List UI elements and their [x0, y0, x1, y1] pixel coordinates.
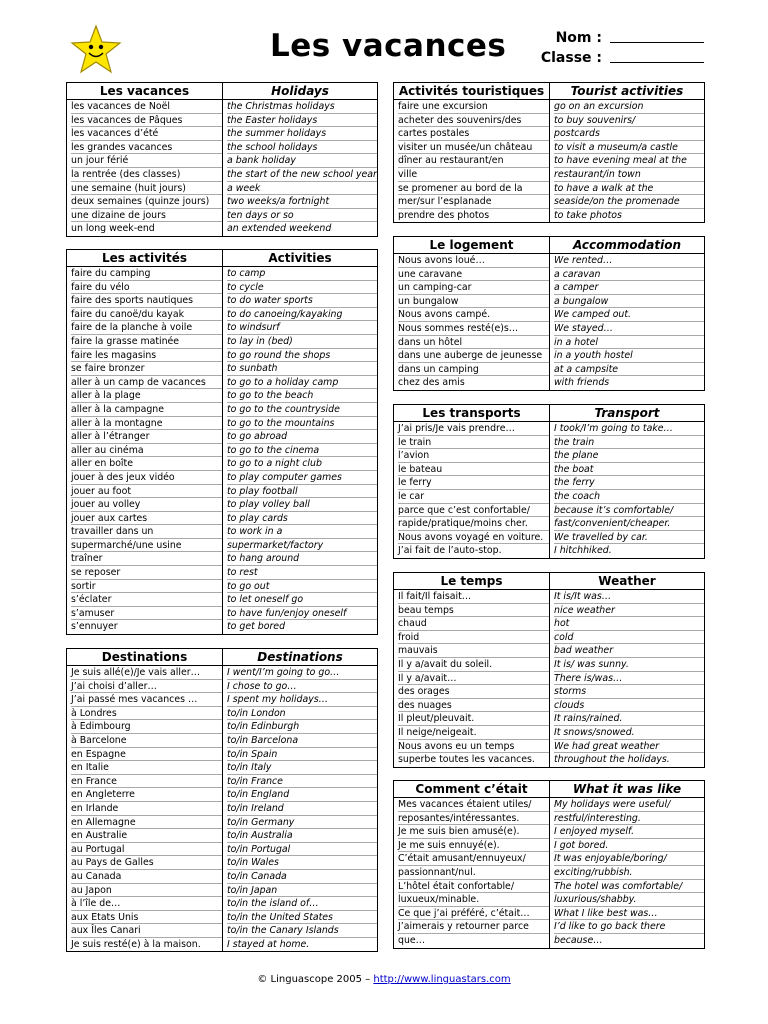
- english-term: I enjoyed myself.: [554, 825, 704, 839]
- table-touristiques: [393, 82, 705, 223]
- english-term: with friends: [554, 377, 610, 389]
- english-term: two weeks/a fortnight: [227, 195, 377, 209]
- french-term: sortir: [71, 580, 222, 594]
- french-column: [394, 590, 550, 767]
- english-term: I hitchhiked.: [554, 545, 612, 557]
- french-term: au Japon: [71, 884, 222, 898]
- french-term: à Barcelone: [71, 734, 222, 748]
- classe-label: Classe :: [540, 50, 602, 66]
- star-mascot-icon: [70, 24, 122, 74]
- english-term: We stayed…: [554, 322, 704, 336]
- page-title: Les vacances: [270, 28, 507, 64]
- french-term: Nous sommes resté(e)s…: [398, 322, 549, 336]
- header-english: Activities: [268, 251, 332, 265]
- nom-field[interactable]: [610, 42, 704, 43]
- english-term: to lay in (bed): [227, 335, 377, 349]
- french-term: le bateau: [398, 463, 549, 477]
- english-term: to/in Ireland: [227, 802, 377, 816]
- french-term: le train: [398, 436, 549, 450]
- english-term: to/in Italy: [227, 761, 377, 775]
- english-term: the ferry: [554, 476, 704, 490]
- header-english: What it was like: [572, 782, 682, 796]
- english-term: restful/interesting.: [554, 812, 704, 826]
- english-term: to visit a museum/a castle: [554, 141, 704, 155]
- french-column: [67, 666, 223, 951]
- french-term: au Portugal: [71, 843, 222, 857]
- english-term: luxurious/shabby.: [554, 893, 704, 907]
- table-body: [67, 666, 377, 951]
- french-term: acheter des souvenirs/des: [398, 114, 549, 128]
- english-term: to/in France: [227, 775, 377, 789]
- french-term: Ce que j’ai préféré, c’était…: [398, 907, 549, 921]
- french-term: s’ennuyer: [71, 621, 118, 633]
- english-term: to go to the beach: [227, 389, 377, 403]
- french-term: aller à la plage: [71, 389, 222, 403]
- french-term: se reposer: [71, 566, 222, 580]
- french-column: [394, 422, 550, 558]
- french-term: en Angleterre: [71, 788, 222, 802]
- french-term: supermarché/une usine: [71, 539, 222, 553]
- english-column: [550, 100, 704, 222]
- french-term: s’éclater: [71, 593, 222, 607]
- french-term: mauvais: [398, 644, 549, 658]
- french-term: en Allemagne: [71, 816, 222, 830]
- french-column: [394, 100, 550, 222]
- french-term: aller à la montagne: [71, 417, 222, 431]
- english-term: to hang around: [227, 552, 377, 566]
- table-body: [67, 267, 377, 634]
- english-column: [550, 422, 704, 558]
- english-term: There is/was…: [554, 672, 704, 686]
- french-term: passionnant/nul.: [398, 866, 549, 880]
- french-term: en Espagne: [71, 748, 222, 762]
- french-column: [394, 798, 550, 948]
- english-term: It is/It was…: [554, 590, 704, 604]
- french-term: les grandes vacances: [71, 141, 222, 155]
- english-term: to go out: [227, 580, 377, 594]
- french-term: aux Etats Unis: [71, 911, 222, 925]
- english-term: the Christmas holidays: [227, 100, 377, 114]
- french-term: faire les magasins: [71, 349, 222, 363]
- header-english: Holidays: [271, 84, 329, 98]
- english-term: in a hotel: [554, 336, 704, 350]
- french-term: J’aimerais y retourner parce: [398, 920, 549, 934]
- english-term: nice weather: [554, 604, 704, 618]
- table-header: [394, 781, 704, 798]
- french-term: travailler dans un: [71, 525, 222, 539]
- english-term: bad weather: [554, 644, 704, 658]
- english-term: hot: [554, 617, 704, 631]
- french-term: prendre des photos: [398, 209, 490, 221]
- page-header: [0, 0, 768, 80]
- french-term: aller à un camp de vacances: [71, 376, 222, 390]
- french-term: traîner: [71, 552, 222, 566]
- english-term: to have fun/enjoy oneself: [227, 607, 377, 621]
- table-header: [394, 405, 704, 422]
- french-term: deux semaines (quinze jours): [71, 195, 222, 209]
- english-term: the Easter holidays: [227, 114, 377, 128]
- english-term: My holidays were useful/: [554, 798, 704, 812]
- english-term: the train: [554, 436, 704, 450]
- french-term: la rentrée (des classes): [71, 168, 222, 182]
- website-link[interactable]: http://www.linguastars.com: [373, 974, 511, 985]
- english-term: the boat: [554, 463, 704, 477]
- english-term: throughout the holidays.: [554, 754, 670, 766]
- english-column: [223, 666, 377, 951]
- english-term: to/in Germany: [227, 816, 377, 830]
- header-english: Destinations: [257, 650, 343, 664]
- french-term: aller au cinéma: [71, 444, 222, 458]
- french-term: reposantes/intéressantes.: [398, 812, 549, 826]
- french-term: les vacances de Pâques: [71, 114, 222, 128]
- table-header: [67, 250, 377, 267]
- table-header: [394, 83, 704, 100]
- french-term: se faire bronzer: [71, 362, 222, 376]
- french-term: Il y a/avait…: [398, 672, 549, 686]
- english-term: I took/I’m going to take…: [554, 422, 704, 436]
- english-term: to let oneself go: [227, 593, 377, 607]
- french-term: l’avion: [398, 449, 549, 463]
- table-header: [394, 573, 704, 590]
- french-term: Mes vacances étaient utiles/: [398, 798, 549, 812]
- english-term: a camper: [554, 281, 704, 295]
- english-term: to get bored: [227, 621, 286, 633]
- french-term: Je suis allé(e)/Je vais aller…: [71, 666, 222, 680]
- english-term: to/in Barcelona: [227, 734, 377, 748]
- french-term: J’ai passé mes vacances …: [71, 693, 222, 707]
- english-term: to go to the cinema: [227, 444, 377, 458]
- header-english: Tourist activities: [570, 84, 684, 98]
- english-term: the plane: [554, 449, 704, 463]
- footer: [0, 974, 768, 985]
- french-term: au Canada: [71, 870, 222, 884]
- english-term: to go round the shops: [227, 349, 377, 363]
- english-term: to/in Wales: [227, 856, 377, 870]
- english-term: to rest: [227, 566, 377, 580]
- french-term: jouer à des jeux vidéo: [71, 471, 222, 485]
- english-term: It was enjoyable/boring/: [554, 852, 704, 866]
- french-term: faire de la planche à voile: [71, 321, 222, 335]
- copyright-text: © Linguascope 2005 –: [257, 974, 374, 985]
- french-term: aller à la campagne: [71, 403, 222, 417]
- french-term: J’ai fait de l’auto-stop.: [398, 545, 502, 557]
- english-term: the start of the new school year: [227, 168, 377, 180]
- french-term: les vacances d’été: [71, 127, 222, 141]
- english-term: to play volley ball: [227, 498, 377, 512]
- header-english: Transport: [594, 406, 660, 420]
- french-term: Il neige/neigeait.: [398, 726, 549, 740]
- english-term: to sunbath: [227, 362, 377, 376]
- table-header: [394, 237, 704, 254]
- french-term: dans un hôtel: [398, 336, 549, 350]
- english-term: to/in the island of…: [227, 897, 377, 911]
- french-term: Il fait/Il faisait…: [398, 590, 549, 604]
- english-term: We rented…: [554, 254, 704, 268]
- english-term: at a campsite: [554, 363, 704, 377]
- french-term: aux Îles Canari: [71, 924, 222, 938]
- english-term: to do canoeing/kayaking: [227, 308, 377, 322]
- french-term: Je me suis bien amusé(e).: [398, 825, 549, 839]
- french-term: L’hôtel était confortable/: [398, 880, 549, 894]
- english-term: the school holidays: [227, 141, 377, 155]
- english-term: to buy souvenirs/: [554, 114, 704, 128]
- header-french: Destinations: [67, 649, 223, 665]
- french-term: rapide/pratique/moins cher.: [398, 517, 549, 531]
- english-term: a week: [227, 182, 377, 196]
- header-french: Les transports: [394, 405, 550, 421]
- english-column: [550, 254, 704, 390]
- french-term: des orages: [398, 685, 549, 699]
- table-body: [394, 254, 704, 390]
- english-term: to/in Canada: [227, 870, 377, 884]
- french-term: Je suis resté(e) à la maison.: [71, 938, 201, 950]
- english-term: to/in London: [227, 707, 377, 721]
- english-term: to go abroad: [227, 430, 377, 444]
- french-term: cartes postales: [398, 127, 549, 141]
- french-term: dîner au restaurant/en: [398, 154, 549, 168]
- english-term: to/in Australia: [227, 829, 377, 843]
- header-french: Activités touristiques: [394, 83, 550, 99]
- nom-label: Nom :: [555, 30, 602, 46]
- english-term: We had great weather: [554, 740, 704, 754]
- table-body: [394, 100, 704, 222]
- french-term: un jour férié: [71, 154, 222, 168]
- english-term: to go to the mountains: [227, 417, 377, 431]
- english-term: clouds: [554, 699, 704, 713]
- french-term: jouer au foot: [71, 485, 222, 499]
- english-term: to/in Edinburgh: [227, 720, 377, 734]
- french-term: les vacances de Noël: [71, 100, 222, 114]
- english-term: to go to a holiday camp: [227, 376, 377, 390]
- english-term: to do water sports: [227, 294, 377, 308]
- french-term: Nous avons campé.: [398, 308, 549, 322]
- french-term: une caravane: [398, 268, 549, 282]
- french-term: le car: [398, 490, 549, 504]
- english-term: because…: [554, 934, 603, 946]
- english-term: to/in Portugal: [227, 843, 377, 857]
- french-term: en Irlande: [71, 802, 222, 816]
- french-term: C’était amusant/ennuyeux/: [398, 852, 549, 866]
- french-term: Il pleut/pleuvait.: [398, 712, 549, 726]
- table-body: [394, 422, 704, 558]
- french-term: ville: [398, 168, 549, 182]
- english-term: to/in Spain: [227, 748, 377, 762]
- english-term: to cycle: [227, 281, 377, 295]
- english-column: [223, 267, 377, 634]
- french-term: le ferry: [398, 476, 549, 490]
- french-term: en Australie: [71, 829, 222, 843]
- english-term: to take photos: [554, 209, 622, 221]
- french-term: un bungalow: [398, 295, 549, 309]
- french-term: des nuages: [398, 699, 549, 713]
- french-term: froid: [398, 631, 549, 645]
- french-term: s’amuser: [71, 607, 222, 621]
- english-term: to play computer games: [227, 471, 377, 485]
- french-term: dans un camping: [398, 363, 549, 377]
- english-term: What I like best was…: [554, 907, 704, 921]
- header-french: Comment c’était: [394, 781, 550, 797]
- french-column: [67, 100, 223, 236]
- french-term: faire du canoë/du kayak: [71, 308, 222, 322]
- english-term: The hotel was comfortable/: [554, 880, 704, 894]
- header-french: Les vacances: [67, 83, 223, 99]
- english-term: It snows/snowed.: [554, 726, 704, 740]
- english-term: the coach: [554, 490, 704, 504]
- french-term: en France: [71, 775, 222, 789]
- french-term: faire une excursion: [398, 100, 549, 114]
- english-term: I’d like to go back there: [554, 920, 704, 934]
- french-term: jouer aux cartes: [71, 512, 222, 526]
- french-term: Nous avons eu un temps: [398, 740, 549, 754]
- english-term: to go to the countryside: [227, 403, 377, 417]
- english-term: an extended weekend: [227, 223, 332, 235]
- table-temps: [393, 572, 705, 768]
- french-term: J’ai pris/Je vais prendre…: [398, 422, 549, 436]
- french-term: à Edimbourg: [71, 720, 222, 734]
- french-term: au Pays de Galles: [71, 856, 222, 870]
- french-term: superbe toutes les vacances.: [398, 754, 535, 766]
- english-term: to play cards: [227, 512, 377, 526]
- english-term: supermarket/factory: [227, 539, 377, 553]
- french-term: un long week-end: [71, 223, 155, 235]
- english-term: to play football: [227, 485, 377, 499]
- english-term: It is/ was sunny.: [554, 658, 704, 672]
- english-term: a bank holiday: [227, 154, 377, 168]
- table-header: [67, 83, 377, 100]
- english-term: ten days or so: [227, 209, 377, 223]
- english-term: the summer holidays: [227, 127, 377, 141]
- table-body: [67, 100, 377, 236]
- english-column: [223, 100, 377, 236]
- table-body: [394, 798, 704, 948]
- header-french: Le temps: [394, 573, 550, 589]
- french-term: mer/sur l’esplanade: [398, 195, 549, 209]
- french-term: une dizaine de jours: [71, 209, 222, 223]
- english-term: I went/I’m going to go…: [227, 666, 377, 680]
- french-term: beau temps: [398, 604, 549, 618]
- french-term: chaud: [398, 617, 549, 631]
- table-body: [394, 590, 704, 767]
- english-term: to have evening meal at the: [554, 154, 704, 168]
- english-column: [550, 798, 704, 948]
- french-term: Il y a/avait du soleil.: [398, 658, 549, 672]
- french-column: [67, 267, 223, 634]
- english-term: It rains/rained.: [554, 712, 704, 726]
- english-term: to camp: [227, 267, 377, 281]
- header-french: Les activités: [67, 250, 223, 266]
- french-term: faire du camping: [71, 267, 222, 281]
- english-term: seaside/on the promenade: [554, 195, 704, 209]
- table-comment: [393, 780, 705, 949]
- english-term: restaurant/in town: [554, 168, 704, 182]
- english-term: because it’s comfortable/: [554, 504, 704, 518]
- french-term: Nous avons voyagé en voiture.: [398, 531, 549, 545]
- english-term: postcards: [554, 127, 704, 141]
- table-transports: [393, 404, 705, 559]
- english-term: in a youth hostel: [554, 349, 704, 363]
- table-vacances: [66, 82, 378, 237]
- english-term: to go to a night club: [227, 457, 377, 471]
- english-term: to/in the United States: [227, 911, 377, 925]
- english-term: We camped out.: [554, 308, 704, 322]
- french-term: jouer au volley: [71, 498, 222, 512]
- english-term: to/in the Canary Islands: [227, 924, 377, 938]
- french-term: Nous avons loué…: [398, 254, 549, 268]
- english-term: to windsurf: [227, 321, 377, 335]
- english-term: fast/convenient/cheaper.: [554, 517, 704, 531]
- french-term: à l’île de…: [71, 897, 222, 911]
- english-term: cold: [554, 631, 704, 645]
- french-term: faire des sports nautiques: [71, 294, 222, 308]
- french-term: faire la grasse matinée: [71, 335, 222, 349]
- english-term: We travelled by car.: [554, 531, 704, 545]
- english-term: to/in Japan: [227, 884, 377, 898]
- french-term: chez des amis: [398, 377, 465, 389]
- english-term: to have a walk at the: [554, 182, 704, 196]
- french-term: un camping-car: [398, 281, 549, 295]
- english-term: I got bored.: [554, 839, 704, 853]
- french-term: à Londres: [71, 707, 222, 721]
- english-term: storms: [554, 685, 704, 699]
- table-activites: [66, 249, 378, 635]
- french-term: J’ai choisi d’aller…: [71, 680, 222, 694]
- english-term: to work in a: [227, 525, 377, 539]
- french-term: dans une auberge de jeunesse: [398, 349, 549, 363]
- french-term: aller à l’étranger: [71, 430, 222, 444]
- english-term: I stayed at home.: [227, 938, 310, 950]
- french-term: se promener au bord de la: [398, 182, 549, 196]
- header-english: Weather: [598, 574, 656, 588]
- english-term: a bungalow: [554, 295, 704, 309]
- english-term: go on an excursion: [554, 100, 704, 114]
- french-term: visiter un musée/un château: [398, 141, 549, 155]
- english-term: I chose to go…: [227, 680, 377, 694]
- classe-field[interactable]: [610, 62, 704, 63]
- english-column: [550, 590, 704, 767]
- french-column: [394, 254, 550, 390]
- french-term: que…: [398, 934, 426, 946]
- french-term: luxueux/minable.: [398, 893, 549, 907]
- french-term: faire du vélo: [71, 281, 222, 295]
- french-term: aller en boîte: [71, 457, 222, 471]
- french-term: en Italie: [71, 761, 222, 775]
- table-logement: [393, 236, 705, 391]
- english-term: a caravan: [554, 268, 704, 282]
- english-term: I spent my holidays…: [227, 693, 377, 707]
- english-term: exciting/rubbish.: [554, 866, 704, 880]
- table-destinations: [66, 648, 378, 952]
- french-term: Je me suis ennuyé(e).: [398, 839, 549, 853]
- header-english: Accommodation: [573, 238, 681, 252]
- english-term: to/in England: [227, 788, 377, 802]
- header-french: Le logement: [394, 237, 550, 253]
- french-term: une semaine (huit jours): [71, 182, 222, 196]
- table-header: [67, 649, 377, 666]
- french-term: parce que c’est confortable/: [398, 504, 549, 518]
